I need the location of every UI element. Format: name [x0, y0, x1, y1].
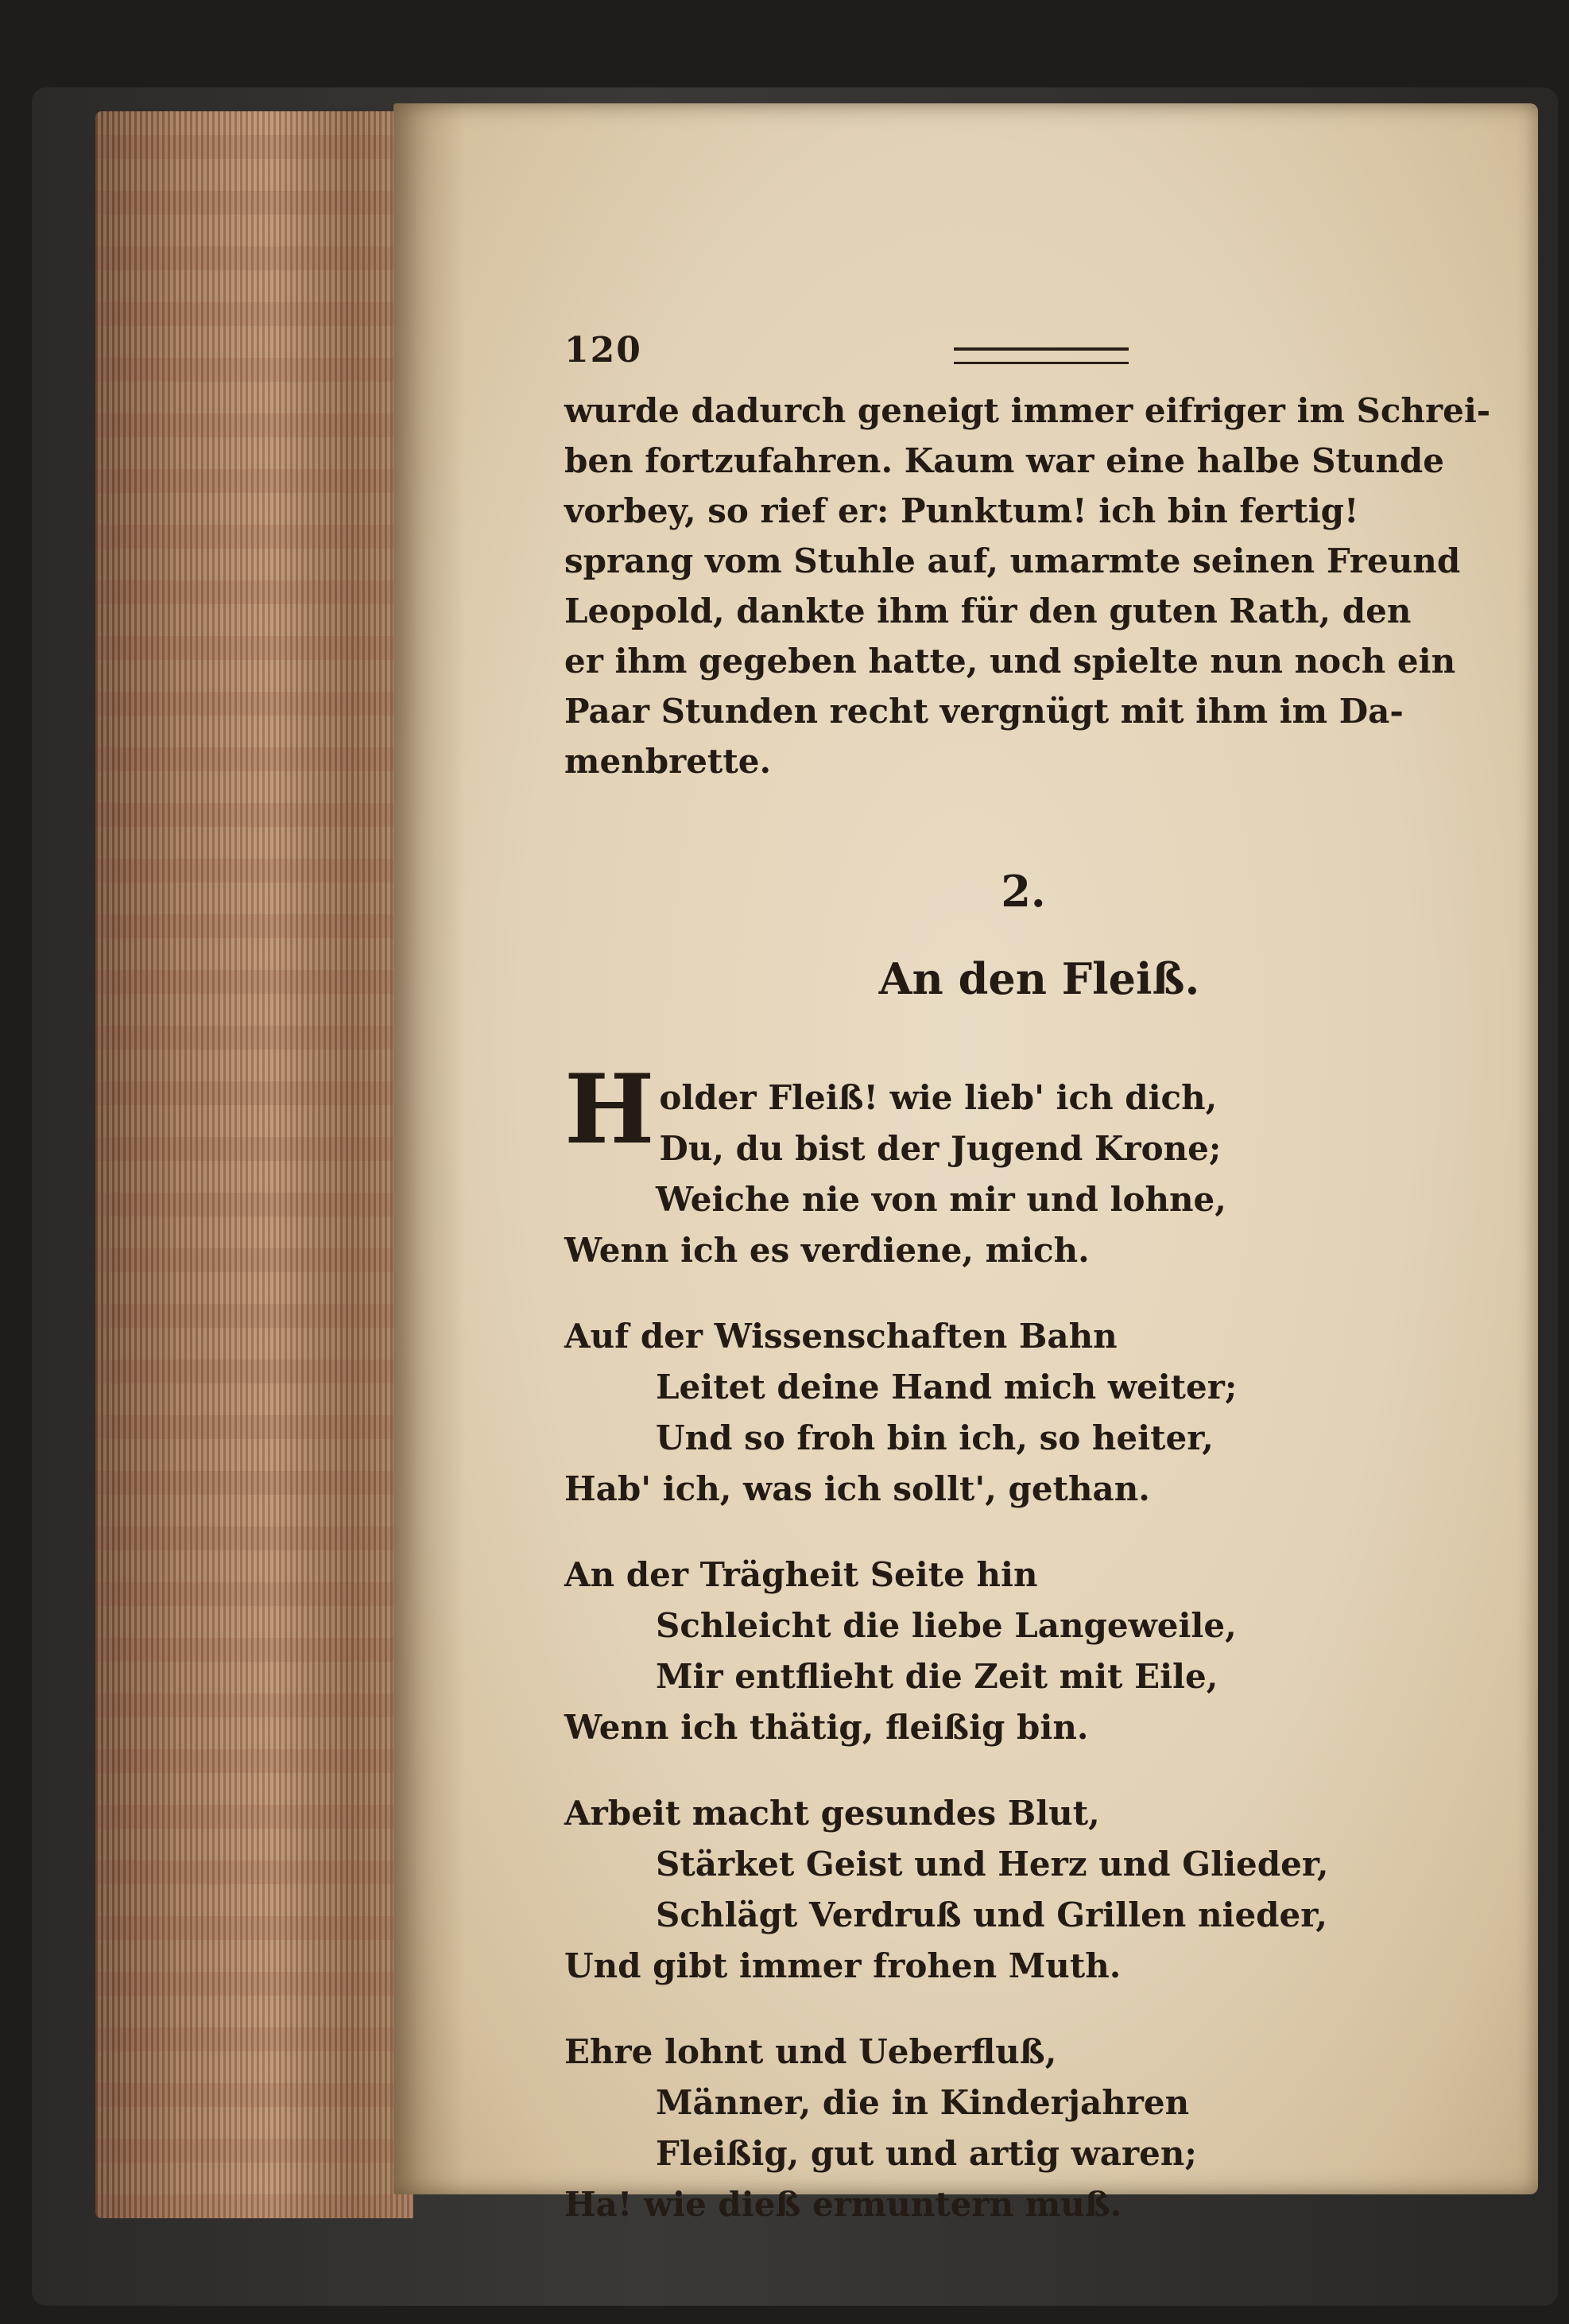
verse-line: older Fleiß! wie lieb' ich dich, — [659, 1078, 1218, 1117]
verse-line: Wenn ich es verdiene, mich. — [564, 1231, 1090, 1270]
prose-line: er ihm gegeben hatte, und spielte nun noch ein — [564, 642, 1456, 681]
prose-line: Leopold, dankte ihm für den guten Rath, den — [564, 592, 1412, 630]
prose-line: Paar Stunden recht vergnügt mit ihm im Da- — [564, 692, 1404, 731]
prose-line: menbrette. — [564, 742, 772, 781]
poem-title: An den Fleiß. — [878, 953, 1200, 1004]
stanza-3 — [564, 1550, 1482, 1753]
page-header — [564, 330, 1482, 378]
poem — [564, 1053, 1482, 2230]
verse-line: An der Trägheit Seite hin — [564, 1555, 1038, 1594]
header-rule — [954, 347, 1129, 364]
prose-line: wurde dadurch geneigt immer eifriger im Schrei- — [564, 391, 1491, 430]
verse-line: Schleicht die liebe Langeweile, — [656, 1606, 1237, 1645]
verse-line: Stärket Geist und Herz und Glieder, — [656, 1845, 1329, 1884]
verse-line: Fleißig, gut und artig waren; — [656, 2134, 1197, 2173]
verse-line: Leitet deine Hand mich weiter; — [656, 1368, 1238, 1406]
verse-line: Ha! wie dieß ermuntern muß. — [564, 2185, 1122, 2224]
page-number: 120 — [564, 330, 642, 371]
verse-line: Männer, die in Kinderjahren — [656, 2083, 1190, 2122]
verse-line: Mir entflieht die Zeit mit Eile, — [656, 1657, 1218, 1696]
prose-line: ben fortzufahren. Kaum war eine halbe Stunde — [564, 441, 1444, 480]
verse-line: Und so froh bin ich, so heiter, — [656, 1418, 1214, 1457]
verse-line: Hab' ich, was ich sollt', gethan. — [564, 1469, 1150, 1508]
verse-line: Auf der Wissenschaften Bahn — [564, 1317, 1118, 1356]
verse-line: Weiche nie von mir und lohne, — [656, 1180, 1226, 1219]
verse-line: Arbeit macht gesundes Blut, — [564, 1794, 1100, 1833]
prose-paragraph — [564, 386, 1491, 786]
prose-line: vorbey, so rief er: Punktum! ich bin fertig! — [564, 491, 1359, 530]
verse-line: Schlägt Verdruß und Grillen nieder, — [656, 1895, 1327, 1934]
stanza-5 — [564, 2027, 1482, 2230]
verse-line: Ehre lohnt und Ueberfluß, — [564, 2032, 1057, 2071]
page-edges-stack — [95, 111, 413, 2218]
stanza-1 — [564, 1053, 1482, 1276]
page-content — [564, 330, 1491, 2265]
section-number: 2. — [1001, 866, 1046, 917]
drop-cap: H — [564, 1053, 655, 1166]
stanza-4 — [564, 1788, 1482, 1992]
verse-line: Du, du bist der Jugend Krone; — [659, 1129, 1222, 1168]
verse-line: Und gibt immer frohen Muth. — [564, 1946, 1122, 1985]
prose-line: sprang vom Stuhle auf, umarmte seinen Freund — [564, 541, 1461, 580]
stanza-2 — [564, 1311, 1482, 1515]
verse-line: Wenn ich thätig, fleißig bin. — [564, 1708, 1089, 1747]
